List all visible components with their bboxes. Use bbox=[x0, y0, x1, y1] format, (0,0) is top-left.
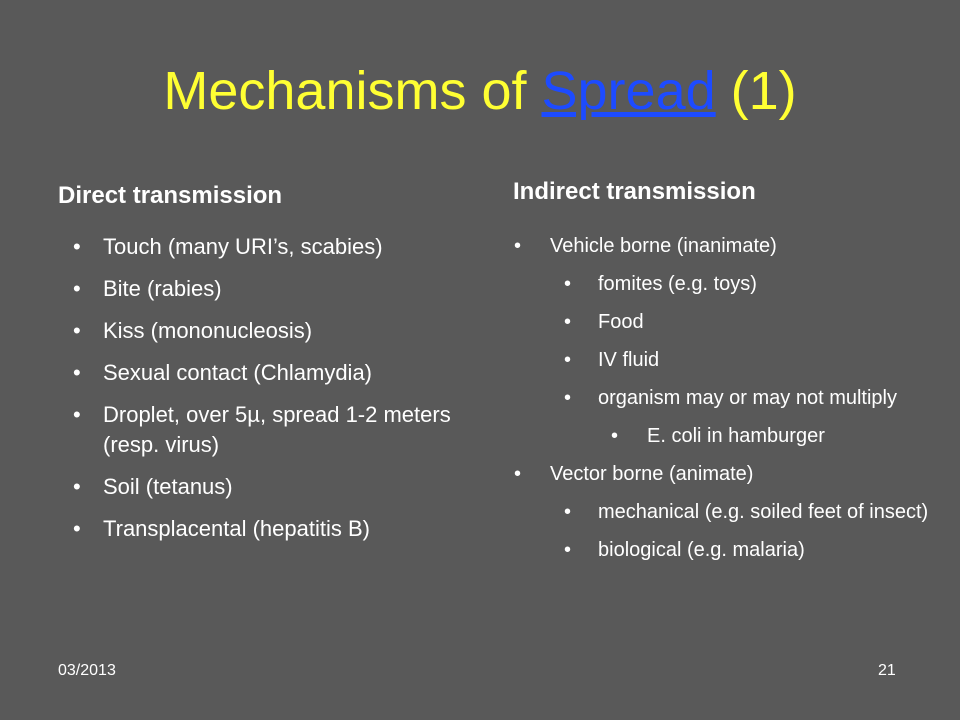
list-item: • Bite (rabies) bbox=[103, 274, 483, 304]
spread-link[interactable]: Spread bbox=[541, 61, 716, 121]
direct-transmission-heading: Direct transmission bbox=[58, 182, 283, 209]
list-item: • IV fluid bbox=[598, 347, 930, 373]
indirect-transmission-list bbox=[550, 233, 930, 575]
list-item: • Kiss (mononucleosis) bbox=[103, 316, 483, 346]
direct-transmission-list bbox=[103, 232, 483, 556]
footer-date: 03/2013 bbox=[58, 662, 116, 679]
title-prefix: Mechanisms of bbox=[163, 61, 542, 121]
list-item: • Sexual contact (Chlamydia) bbox=[103, 358, 483, 388]
list-item: • Vehicle borne (inanimate) bbox=[550, 233, 930, 259]
list-item: • Soil (tetanus) bbox=[103, 472, 483, 502]
list-item: • fomites (e.g. toys) bbox=[598, 271, 930, 297]
list-item: • E. coli in hamburger bbox=[647, 423, 930, 449]
indirect-transmission-heading: Indirect transmission bbox=[513, 178, 756, 205]
slide-number: 21 bbox=[878, 662, 896, 679]
title-suffix: (1) bbox=[715, 61, 797, 121]
list-item: • biological (e.g. malaria) bbox=[598, 537, 930, 563]
list-item: • Vector borne (animate) bbox=[550, 461, 930, 487]
slide-title bbox=[0, 56, 960, 126]
list-item: • organism may or may not multiply bbox=[598, 385, 930, 411]
list-item: • mechanical (e.g. soiled feet of insect) bbox=[598, 499, 930, 525]
list-item: • Droplet, over 5µ, spread 1-2 meters (resp. virus) bbox=[103, 400, 483, 460]
list-item: • Touch (many URI’s, scabies) bbox=[103, 232, 483, 262]
list-item: • Food bbox=[598, 309, 930, 335]
list-item: • Transplacental (hepatitis B) bbox=[103, 514, 483, 544]
